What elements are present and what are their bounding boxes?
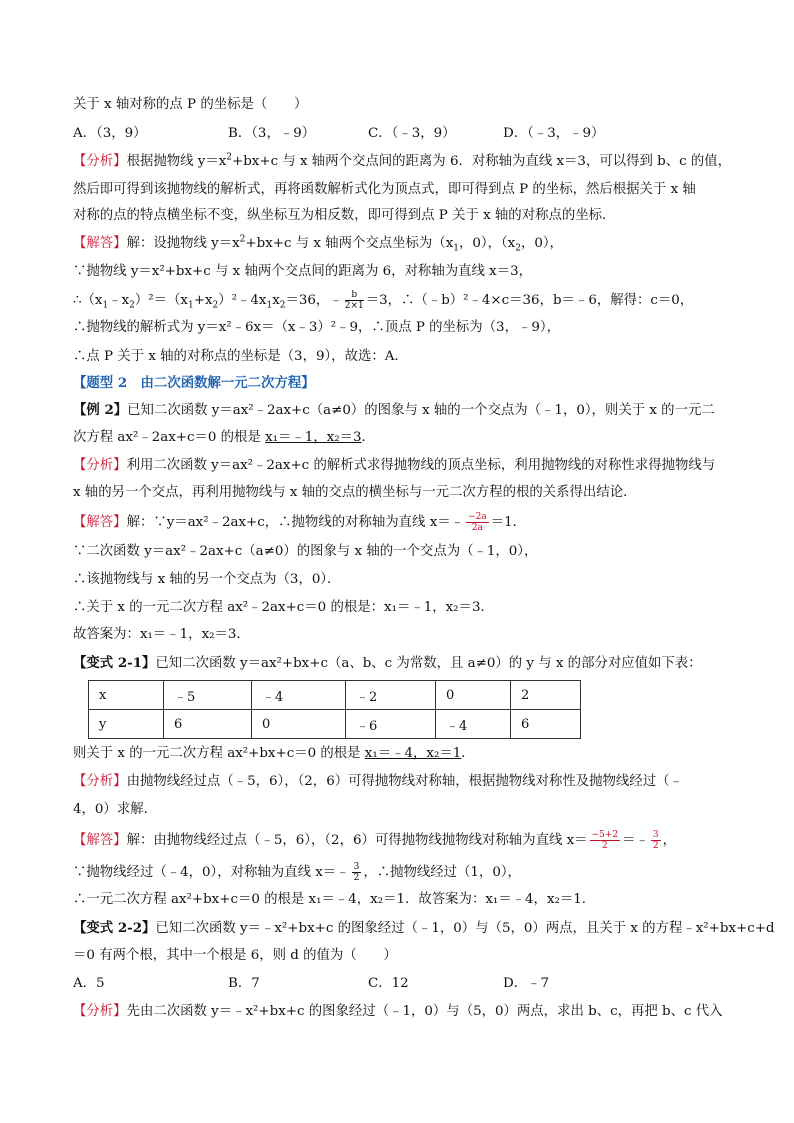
solution-text: ∴（x (73, 293, 103, 308)
solution-text: ，0）， (520, 236, 563, 251)
table-cell: 2 (511, 681, 581, 710)
solution-text: ＝1． (490, 515, 526, 530)
fraction-numerator: 3 (652, 830, 659, 840)
example-text: 次方程 ax²﹣2ax+c＝0 的根是 (73, 430, 266, 445)
example-line-2 (73, 428, 375, 448)
option-a: A．5 (73, 976, 105, 991)
option-c: C．（﹣3，9） (368, 126, 456, 141)
analysis-text: 利用二次函数 y＝ax²﹣2ax+c 的解析式求得抛物线的顶点坐标，利用抛物线的对称性求得抛物线与 (126, 458, 716, 473)
ex2-solution-line-5: 故答案为：x₁＝﹣1，x₂＝3． (73, 627, 250, 642)
solution-text: ）²＝（x (134, 293, 188, 308)
answer-options (73, 974, 549, 994)
solution-label: 【解答】 (73, 236, 127, 251)
analysis-text: 先由二次函数 y＝﹣x²+bx+c 的图象经过（﹣1，0）与（5，0）两点，求出 b、c，再把 b、c 代入 (126, 1004, 723, 1019)
example-label: 【例 2】 (73, 402, 128, 418)
solution-label: 【解答】 (73, 833, 127, 848)
answer-options (73, 124, 604, 144)
table-cell: 0 (252, 710, 346, 739)
analysis-label: 【分析】 (73, 458, 127, 473)
table-cell: ﹣2 (346, 681, 436, 710)
fraction-numerator: −2a (468, 512, 487, 522)
table-cell: 0 (436, 681, 511, 710)
solution-text: ）²﹣4x (218, 293, 267, 308)
analysis-text: +bx+c 与 x 轴两个交点间的距离为 6．对称轴为直线 x＝3，可以得到 b、c 的值， (232, 154, 732, 169)
var21-solution-line-1 (73, 830, 676, 851)
fraction-numerator: b (345, 290, 364, 301)
table-cell: ﹣6 (346, 710, 436, 739)
solution-text: ﹣x (108, 293, 130, 308)
ex2-analysis-line-1 (73, 456, 715, 476)
analysis-label: 【分析】 (73, 154, 127, 169)
solution-line-1: 【解答】解：设抛物线 $y=x^2+bx+c$ 与 x 轴两个交点坐标为（$x_1$，0），（$x_2$，0）， (73, 234, 563, 254)
fraction (345, 290, 364, 311)
var21-solution-line-2 (73, 862, 521, 883)
solution-line-2: ∵抛物线 y＝x²+bx+c 与 x 轴两个交点间的距离为 6，对称轴为直线 x＝3， (73, 264, 532, 279)
fraction (352, 862, 362, 883)
fraction (466, 512, 489, 533)
option-b: B．（3，﹣9） (228, 126, 316, 141)
fraction-numerator: 3 (353, 862, 360, 872)
ex2-solution-line-4: ∴关于 x 的一元二次方程 ax²﹣2ax+c＝0 的根是：x₁＝﹣1，x₂＝3． (73, 600, 494, 615)
var21-solution-line-3: ∴一元二次方程 ax²+bx+c＝0 的根是 x₁＝﹣4，x₂＝1．故答案为：x₁＝﹣4，x₂＝1． (73, 892, 596, 907)
example-text: ． (361, 430, 375, 445)
value-table (88, 680, 581, 739)
table-cell: x (89, 681, 164, 710)
example-line-1 (73, 400, 715, 421)
solution-line-4: ∴抛物线的解析式为 y＝x²﹣6x＝（x﹣3）²﹣9，∴顶点 P 的坐标为（3，﹣9）， (73, 320, 560, 335)
option-c: C．12 (368, 976, 409, 991)
answer-blank: x₁＝﹣1，x₂＝3 (265, 430, 362, 445)
table-cell: y (89, 710, 164, 739)
solution-text: 解：由抛物线经过点（﹣5，6），（2，6）可得抛物线抛物线对称轴为直线 x＝ (126, 833, 588, 848)
variant-text: 已知二次函数 y＝ax²+bx+c（a、b、c 为常数，且 a≠0）的 y 与 x 的部分对应值如下表： (155, 656, 702, 671)
ex2-solution-line-2: ∵二次函数 y＝ax²﹣2ax+c（a≠0）的图象与 x 轴的一个交点为（﹣1，0）， (73, 544, 538, 559)
fraction-denominator: 2 (353, 873, 360, 883)
solution-label: 【解答】 (73, 515, 127, 530)
table-row (89, 681, 581, 710)
table-cell: ﹣5 (164, 681, 252, 710)
solution-line-5: ∴点 P 关于 x 轴的对称点的坐标是（3，9），故选：A． (73, 349, 408, 364)
solution-text: 解：设抛物线 y＝x (126, 236, 240, 251)
variant-line-2 (73, 744, 475, 764)
fraction (651, 830, 661, 851)
variant22-line-1 (73, 918, 775, 939)
analysis-line-1: 【分析】根据抛物线 $y=x^2+bx+c$ 与 x 轴两个交点间的距离为 6．对称轴为直线 x＝3，可以得到 b、c 的值， (73, 152, 732, 169)
stem-text: 关于 x 轴对称的点 P 的坐标是（ ） (73, 97, 308, 112)
option-b: B．7 (228, 976, 260, 991)
solution-text: 解：∵y＝ax²﹣2ax+c，∴抛物线的对称轴为直线 x＝﹣ (126, 515, 465, 530)
fraction-numerator: −5+2 (591, 830, 619, 840)
variant-line-1 (73, 653, 702, 674)
variant-label: 【变式 2-2】 (73, 920, 156, 936)
variant-text: 已知二次函数 y＝﹣x²+bx+c 的图象经过（﹣1，0）与（5，0）两点，且关于 x 的方程﹣x²+bx+c+d (155, 921, 775, 936)
table-row (89, 710, 581, 739)
ex2-solution-line-3: ∴该抛物线与 x 轴的另一个交点为（3，0）． (73, 572, 341, 587)
solution-line-3: $\therefore(x_1﹣x_2)^2=(x_1+x_2)^2﹣4x_1x_2=36$，﹣ $\frac{b}{2\times 1}$ ＝3，∴（﹣b）²﹣4×c＝36，b＝﹣6，解得：c＝0， (73, 290, 694, 311)
variant-label: 【变式 2-1】 (73, 655, 156, 671)
solution-text: +bx+c 与 x 轴两个交点坐标为（x (245, 236, 454, 251)
variant22-line-2: ＝0 有两个根，其中一个根是 6，则 d 的值为（ ） (73, 948, 397, 963)
fraction-denominator: 2a (471, 523, 483, 533)
answer-blank: x₁＝﹣4，x₂＝1 (364, 746, 462, 761)
var22-analysis-line-1 (73, 1002, 723, 1022)
solution-text: ＝36，﹣ (285, 293, 343, 308)
variant-text: 则关于 x 的一元二次方程 ax²+bx+c＝0 的根是 (73, 746, 365, 761)
analysis-text: 由抛物线经过点（﹣5，6），（2，6）可得抛物线对称轴，根据抛物线对称性及抛物线经过（﹣ (126, 774, 683, 789)
analysis-label: 【分析】 (73, 774, 127, 789)
analysis-line-2: 然后即可得到该抛物线的解析式，再将函数解析式化为顶点式，即可得到点 P 的坐标，然后根据关于 x 轴 (73, 182, 696, 197)
table-cell: ﹣4 (252, 681, 346, 710)
fraction-denominator: 2 (601, 841, 608, 851)
solution-text: ，0），（x (458, 236, 516, 251)
fraction-denominator: 2×1 (344, 301, 364, 311)
var21-analysis-line-1 (73, 772, 683, 792)
solution-text: x (272, 293, 280, 308)
analysis-line-3: 对称的点的特点横坐标不变，纵坐标互为相反数，即可得到点 P 关于 x 轴的对称点的坐标． (73, 208, 616, 223)
option-d: D．﹣7 (503, 976, 550, 991)
solution-text: ， (662, 833, 676, 848)
analysis-text: 根据抛物线 y＝x (126, 154, 227, 169)
analysis-label: 【分析】 (73, 1004, 127, 1019)
solution-text: ∵抛物线经过（﹣4，0），对称轴为直线 x＝﹣ (73, 865, 350, 880)
example-text: 已知二次函数 y＝ax²﹣2ax+c（a≠0）的图象与 x 轴的一个交点为（﹣1，0），则关于 x 的一元二 (127, 403, 715, 418)
question-stem (73, 95, 307, 115)
solution-text: +x (193, 293, 213, 308)
ex2-solution-line-1 (73, 512, 526, 533)
section-heading: 【题型 2 由二次函数解一元二次方程】 (73, 375, 315, 391)
table-cell: 6 (164, 710, 252, 739)
variant-text: ． (461, 746, 475, 761)
solution-text: ＝3，∴（﹣b）²﹣4×c＝36，b＝﹣6，解得：c＝0， (365, 293, 694, 308)
option-d: D．（﹣3，﹣9） (503, 126, 605, 141)
table-cell: 6 (511, 710, 581, 739)
solution-text: ，∴抛物线经过（1，0）， (363, 865, 521, 880)
var21-analysis-line-2: 4，0）求解． (73, 802, 157, 817)
solution-text: ＝﹣ (622, 833, 649, 848)
table-cell: ﹣4 (436, 710, 511, 739)
fraction (590, 830, 621, 851)
fraction-denominator: 2 (652, 841, 659, 851)
ex2-analysis-line-2: x 轴的另一个交点，再利用抛物线与 x 轴的交点的横坐标与一元二次方程的根的关系得出结论． (73, 485, 637, 500)
option-a: A．（3，9） (73, 126, 147, 141)
